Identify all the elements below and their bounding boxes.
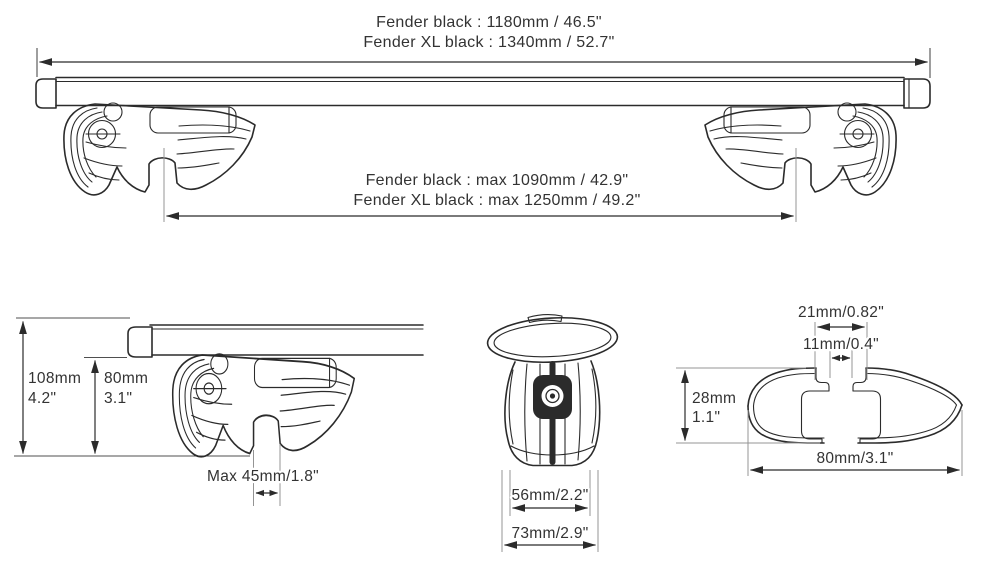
adjustment-knob-center: [550, 393, 555, 398]
under-bar-height-mm-label: 80mm: [104, 370, 149, 387]
foot-outer-width-label: 73mm/2.9": [511, 525, 589, 542]
bar-height-in-label: 1.1": [692, 409, 721, 426]
max-foot-spread-dimension: [164, 148, 796, 222]
profile-inner: [858, 405, 957, 438]
bar-right-end-cap: [904, 79, 930, 108]
foot-inner-line: [525, 364, 527, 461]
profile-outer: [858, 405, 962, 443]
bar-end-ellipse-inner: [493, 320, 612, 359]
profile-inner: [754, 406, 825, 438]
inner-channel: [802, 391, 830, 443]
left-foot-drawing: [64, 103, 255, 195]
under-bar-height-in-label: 3.1": [104, 390, 133, 407]
overall-height-mm-label: 108mm: [28, 370, 82, 387]
max-spread-label-line2: Fender XL black : max 1250mm / 49.2": [353, 192, 641, 209]
foot-side-flap: [592, 369, 596, 443]
foot-inner-width-label: 56mm/2.2": [511, 487, 589, 504]
foot-front-view-drawing: [486, 315, 618, 552]
overall-height-in-label: 4.2": [28, 390, 57, 407]
t-slot-width-label: 21mm/0.82": [797, 304, 885, 321]
bar-cross-section-drawing: [676, 304, 962, 476]
right-foot-drawing: [705, 103, 896, 195]
bar-end-ellipse-outer: [486, 315, 618, 366]
bar-segment-end-cap: [128, 327, 152, 357]
side-view-foot-drawing: [173, 354, 355, 457]
bar-height-mm-label: 28mm: [692, 390, 737, 407]
foot-inner-line: [578, 363, 580, 460]
total-length-label-line2: Fender XL black : 1340mm / 52.7": [363, 34, 615, 51]
max-spread-label-line1: Fender black : max 1090mm / 42.9": [365, 172, 629, 189]
foot-side-view-drawing: [14, 318, 423, 506]
total-length-dimension: [37, 14, 930, 78]
max-clamp-opening-label: Max 45mm/1.8": [207, 468, 319, 485]
total-length-label-line1: Fender black : 1180mm / 46.5": [376, 14, 602, 31]
bar-width-label: 80mm/3.1": [816, 450, 894, 467]
t-slot-opening-label: 11mm/0.4": [803, 336, 879, 353]
foot-side-flap: [509, 370, 513, 444]
bar-left-end-cap: [36, 79, 56, 108]
t-slot-left-wall: [816, 368, 829, 391]
profile-inner: [866, 374, 957, 406]
t-slot-right-wall: [853, 368, 866, 391]
inner-channel: [853, 391, 881, 443]
